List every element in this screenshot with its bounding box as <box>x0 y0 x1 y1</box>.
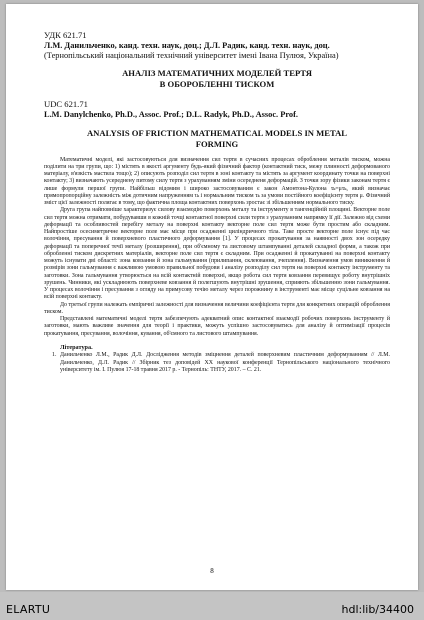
title-en-line1: ANALYSIS OF FRICTION MATHEMATICAL MODELS IN METAL <box>86 128 348 138</box>
reference-item: 1. Данильченко Л.М., Радик Д.Л. Дослідження методів зміцнення деталей поверхневим пластичним деформуванням // Л.М. Данильченко, Д.Л. Радик // Збірник тез доповідей ХХ наукової конференції Тернопільського національного технічного університету ім. І. Пулюя 17-18 травня 2017 р. - Тернопіль: ТНТУ, 2017. – С. 21. <box>52 352 390 373</box>
body-paragraph: Друга група найповніше характеризує силову взаємодію поверхонь металу та інструменту в тангенційній площині. Векторне поле сил тертя можна отримати, побудувавши в кожній точці контактної поверхні сили тертя з урахуванням напрямку її дії. Залежно від схеми деформації та особливостей перебігу металу на поверхні контакту векторне поле сил тертя може бути простим або складним. Найпростіше осесиметричне векторне поле має місце при осадженні циліндричного тіла. Таке просте векторне поле існує під час волочіння, пресування й поверхневого пластичного деформування [1]. У процесах прокатування за наявності двох зон осередку деформації та поперечної течії металу (розширення), при об'ємному та листовому штампуванні деталей складної форми, а також при обробленні тиском дискретних матеріалів, векторне поле сил тертя є складним. При осадженні й прокатуванні на поверхні контакту можуть існувати дві області: зона ковзання й зона гальмування (прилипання, склеювання, зчеплення). Визначення умов виникнення й розмірів зони гальмування є важливою умовою правильної побудови і аналізу розподілу сил тертя на поверхні контакту інструменту та заготовки. Зона гальмування утворюється на всій контактній поверхні, якщо робота сил тертя ковзання перевищує роботу внутрішніх зрушень. Чинники, які ускладнюють поверхневе ковзання й полегшують внутрішні зрушення, сприяють збільшенню зони гальмування. У процесах волочіння і пресування з огляду на примусову течію металу через порожнину в інструменті має місце суцільне ковзання на всій поверхні контакту. <box>44 207 390 301</box>
udc-code: UDC 621.71 <box>44 99 88 109</box>
affiliation-uk: (Тернопільський національний технічний університет імені Івана Пулюя, Україна) <box>44 51 339 60</box>
title-en-line2: FORMING <box>195 138 239 149</box>
document-page <box>6 4 418 590</box>
body-paragraph: Представлені математичні моделі тертя забезпечують адекватний опис контактної взаємодії робочих поверхонь інструменту й заготовки, мають важливе значення для теорії і практики, можуть успішно застосовуватись для аналізу й оптимізації процесів прокатування, пресування, волочіння, кування, об'ємного та листового штампування. <box>44 316 390 337</box>
authors-en: L.M. Danylchenko, Ph.D., Assoc. Prof.; D.L. Radyk, Ph.D., Assoc. Prof. <box>44 109 298 119</box>
repository-label: ELARTU <box>6 603 51 616</box>
authors-uk: Л.М. Данильченко, канд. техн. наук, доц.; Д.Л. Радик, канд. техн. наук, доц. <box>44 40 330 50</box>
literature-heading: Література. <box>60 343 93 351</box>
page-content <box>44 30 390 374</box>
title-uk-line1: АНАЛІЗ МАТЕМАТИЧНИХ МОДЕЛЕЙ ТЕРТЯ <box>122 68 312 79</box>
handle-id: hdl:lib/34400 <box>341 603 414 616</box>
title-uk-line2: В ОБОРОБЛЕННІ ТИСКОМ <box>159 79 275 90</box>
page-number: 8 <box>210 567 214 575</box>
body-paragraph: До третьої групи належать емпіричні залежності для визначення величини коефіцієнта тертя для конкретних операцій оброблення тиском. <box>44 301 390 315</box>
udk-code: УДК 621.71 <box>44 30 87 40</box>
body-paragraph: Математичні моделі, які застосовуються для визначення сил тертя в сучасних процесах оброблення металів тиском, можна поділити на три групи, що: 1) містять в якості аргументу будь-який фізичний фактор (контактний тиск, межу плинності деформованого матеріалу, в'язкість мастила тощо); 2) описують розподіл сил тертя в зоні контакту та містять за аргумент координату точки на поверхні контакту; 3) визначають усереднену питому силу тертя з урахуванням зміни осередненя деформацій. З точки зору фізики законам тертя є лише формули першої групи. Найбільш відомим і широко застосовуваним є закон Амонтона-Кулона τₖ=μτₖ, який визначає прямопропорційну залежність між дотичним напруженням τₖ і нормальним тиском τₖ за умови постійного коефіцієнту тертя μ. Фізичний зміст цієї залежності полягає в тому, що фактична площа контактних поверхонь зростає зі збільшенням нормального тиску. <box>44 156 390 207</box>
